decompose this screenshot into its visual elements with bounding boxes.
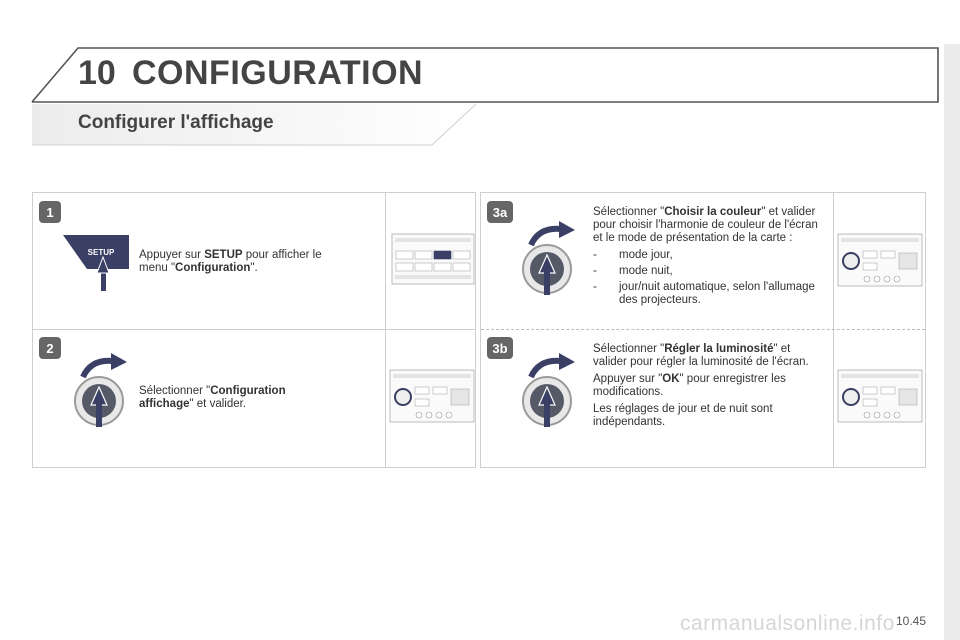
list-item: - jour/nuit automatique, selon l'allumage des projecteurs. — [593, 281, 815, 306]
page-number: 10.45 — [896, 614, 927, 628]
display-mode-list — [593, 249, 819, 307]
rotary-knob-illustration — [517, 353, 581, 438]
steps-panel-left — [32, 192, 476, 468]
radio-panel-thumbnail-knob — [837, 233, 923, 292]
watermark: carmanualsonline.info — [680, 612, 895, 635]
radio-panel-thumbnail-knob — [389, 369, 475, 428]
step-3b-text: Sélectionner "Régler la luminosité" et valider pour régler la luminosité de l'écran. Appuyer sur "OK" pour enregistrer les modifications. Les réglages de jour et de nuit sont indépendants. — [593, 343, 809, 428]
chapter-title: CONFIGURATION — [132, 54, 424, 92]
page-edge-strip — [944, 44, 960, 640]
setup-button-illustration — [57, 231, 137, 298]
step-2 — [33, 329, 475, 467]
radio-panel-thumbnail-knob — [837, 369, 923, 428]
rotary-knob-illustration — [69, 353, 133, 438]
step-badge-3b: 3b — [487, 337, 513, 359]
section-title: Configurer l'affichage — [78, 112, 274, 133]
rotary-knob-illustration — [517, 221, 581, 306]
step-3b — [481, 329, 925, 467]
radio-panel-thumbnail-setup — [391, 233, 475, 290]
list-item: - mode jour, — [593, 249, 673, 261]
section-header — [32, 104, 478, 146]
step-3a — [481, 193, 925, 329]
rotary-knob-icon — [517, 353, 581, 433]
step-1 — [33, 193, 475, 329]
step-2-text: Sélectionner "Configuration affichage" et valider. — [139, 385, 286, 410]
rotary-knob-icon — [69, 353, 133, 433]
chapter-header — [30, 46, 940, 104]
step-1-text: Appuyer sur SETUP pour afficher le menu "Configuration". — [139, 249, 322, 274]
steps-panel-right — [480, 192, 926, 468]
step-3a-text: Sélectionner "Choisir la couleur" et valider pour choisir l'harmonie de couleur de l'écran et le mode de présentation de la carte : - mode jour, - mode nuit, - jour/nuit automatique, selon l'allumage des projecteurs. — [593, 206, 818, 306]
setup-button-label: SETUP — [87, 248, 115, 257]
list-item: - mode nuit, — [593, 265, 673, 277]
step-badge-1: 1 — [39, 201, 61, 223]
rotary-knob-icon — [517, 221, 581, 301]
setup-button-icon — [57, 231, 137, 293]
step-badge-2: 2 — [39, 337, 61, 359]
chapter-number: 10 — [78, 54, 116, 92]
step-badge-3a: 3a — [487, 201, 513, 223]
